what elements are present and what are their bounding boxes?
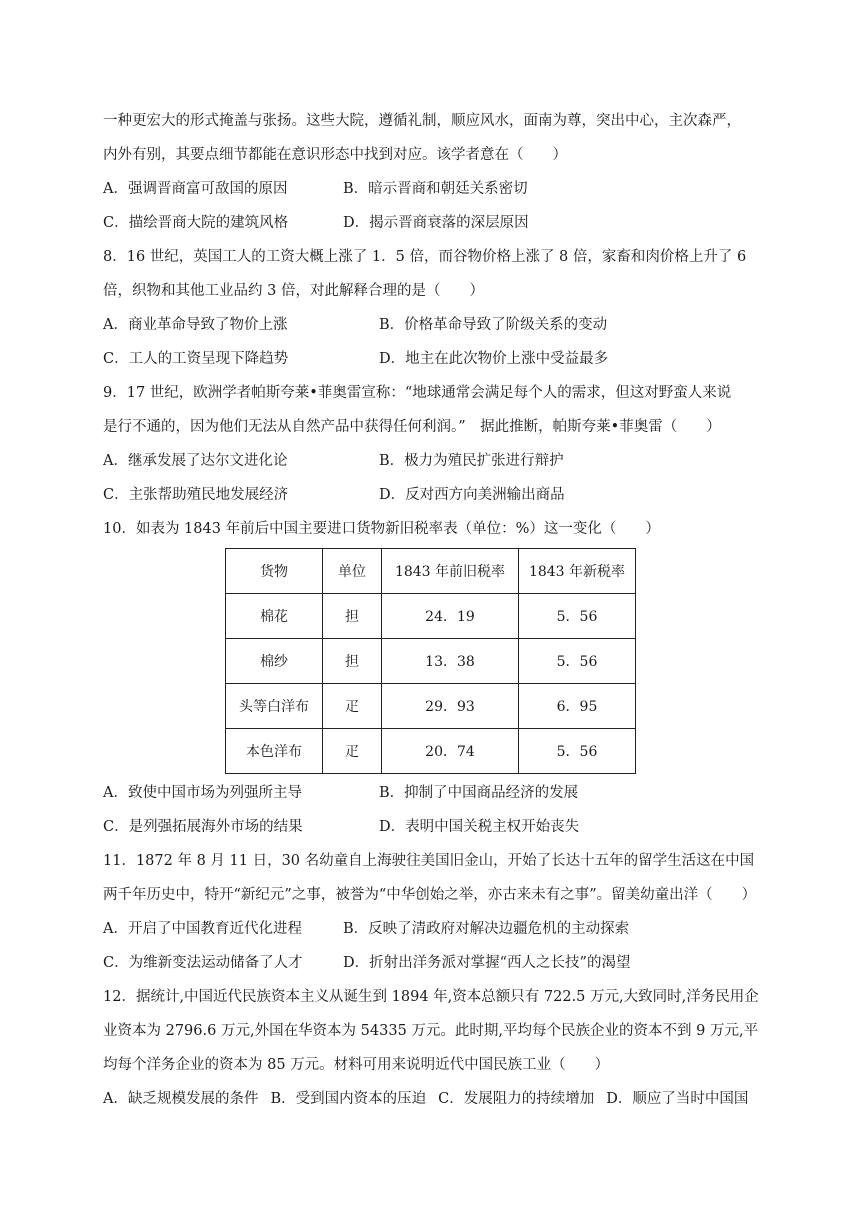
exam-page: [103, 104, 763, 1116]
table-cell: 20．74: [382, 729, 519, 774]
q7-stem-line-2: 内外有别，其要点细节都能在意识形态中找到对应。该学者意在（ ）: [103, 147, 567, 163]
table-cell: 头等白洋布: [226, 684, 323, 729]
table-cell: 疋: [323, 684, 382, 729]
q8-options-row-2: [103, 342, 763, 376]
q7-option-d: D．揭示晋商衰落的深层原因: [343, 215, 529, 231]
q10-options-row-1: [103, 776, 763, 810]
table-cell: 担: [323, 594, 382, 639]
tariff-table: [225, 548, 636, 774]
table-cell: 13．38: [382, 639, 519, 684]
q9-option-d: D．反对西方向美洲输出商品: [379, 487, 565, 503]
q7-option-a: A．强调晋商富可敌国的原因: [103, 181, 288, 197]
q10-option-d: D．表明中国关税主权开始丧失: [379, 819, 580, 835]
q7-options-row-1: [103, 172, 763, 206]
table-header-cell: 1843 年前旧税率: [382, 549, 519, 594]
table-cell: 棉纱: [226, 639, 323, 684]
table-cell: 6．95: [519, 684, 636, 729]
q10-options-row-2: [103, 810, 763, 844]
q8-stem-line-1: 8．16 世纪，英国工人的工资大概上涨了 1．5 倍，而谷物价格上涨了 8 倍，家畜和肉价格上升了 6: [103, 249, 747, 265]
q8-option-b: B．价格革命导致了阶级关系的变动: [379, 317, 608, 333]
q12-option-d: D．顺应了当时中国国: [606, 1091, 749, 1107]
table-cell: 24．19: [382, 594, 519, 639]
q12-stem-line-1: 12．据统计,中国近代民族资本主义从诞生到 1894 年,资本总额只有 722.5 万元,大致同时,洋务民用企: [103, 989, 759, 1005]
table-cell: 5．56: [519, 594, 636, 639]
q11-option-a: A．开启了中国教育近代化进程: [103, 921, 302, 937]
q12-stem-line-3: 均每个洋务企业的资本为 85 万元。材料可用来说明近代中国民族工业（ ）: [103, 1057, 610, 1073]
table-cell: 本色洋布: [226, 729, 323, 774]
q10-option-a: A．致使中国市场为列强所主导: [103, 785, 302, 801]
table-row: [226, 684, 636, 729]
q12-option-a: A．缺乏规模发展的条件: [103, 1091, 259, 1107]
q8-option-a: A．商业革命导致了物价上涨: [103, 317, 288, 333]
q12-stem-line-2: 业资本为 2796.6 万元,外国在华资本为 54335 万元。此时期,平均每个民族企业的资本不到 9 万元,平: [103, 1023, 759, 1039]
q9-option-c: C．主张帮助殖民地发展经济: [103, 487, 289, 503]
table-cell: 棉花: [226, 594, 323, 639]
q7-option-b: B．暗示晋商和朝廷关系密切: [343, 181, 528, 197]
q11-stem-line-1: 11．1872 年 8 月 11 日，30 名幼童自上海驶往美国旧金山，开始了长达十五年的留学生活这在中国: [103, 853, 755, 869]
q7-option-c: C．描绘晋商大院的建筑风格: [103, 215, 289, 231]
q8-stem-line-2: 倍，织物和其他工业品约 3 倍，对此解释合理的是（ ）: [103, 283, 484, 299]
q11-stem-line-2: 两千年历史中，特开“新纪元”之事，被誉为“中华创始之举，亦古来未有之事”。留美幼童出洋（ ）: [103, 887, 757, 903]
q7-options-row-2: [103, 206, 763, 240]
q10-option-b: B．抑制了中国商品经济的发展: [379, 785, 579, 801]
q9-stem-line-2: 是行不通的，因为他们无法从自然产品中获得任何利润。” 据此推断，帕斯夸莱•菲奥雷（ ）: [103, 419, 721, 435]
q12-option-c: C．发展阻力的持续增加: [438, 1091, 595, 1107]
q9-options-row-1: [103, 444, 763, 478]
q9-option-a: A．继承发展了达尔文进化论: [103, 453, 288, 469]
table-header-cell: 货物: [226, 549, 323, 594]
table-row: [226, 639, 636, 684]
table-header-cell: 单位: [323, 549, 382, 594]
table-cell: 29．93: [382, 684, 519, 729]
table-cell: 5．56: [519, 729, 636, 774]
q11-option-b: B．反映了清政府对解决边疆危机的主动探索: [343, 921, 630, 937]
q9-stem-line-1: 9．17 世纪，欧洲学者帕斯夸莱•菲奥雷宣称：“地球通常会满足每个人的需求，但这对野蛮人来说: [103, 385, 732, 401]
table-cell: 5．56: [519, 639, 636, 684]
table-row: [226, 729, 636, 774]
q11-option-d: D．折射出洋务派对掌握“西人之长技”的渴望: [343, 955, 631, 971]
q12-option-b: B．受到国内资本的压迫: [270, 1091, 427, 1107]
table-cell: 疋: [323, 729, 382, 774]
q10-option-c: C．是列强拓展海外市场的结果: [103, 819, 303, 835]
q8-option-d: D．地主在此次物价上涨中受益最多: [379, 351, 609, 367]
q10-stem-line-1: 10．如表为 1843 年前后中国主要进口货物新旧税率表（单位：%）这一变化（ ）: [103, 521, 660, 537]
table-row: [226, 594, 636, 639]
table-header-cell: 1843 年新税率: [519, 549, 636, 594]
q9-options-row-2: [103, 478, 763, 512]
q9-option-b: B．极力为殖民扩张进行辩护: [379, 453, 564, 469]
q11-options-row-2: [103, 946, 763, 980]
q7-stem-line-1: 一种更宏大的形式掩盖与张扬。这些大院，遵循礼制，顺应风水，面南为尊，突出中心，主次森严，: [103, 113, 741, 129]
q8-options-row-1: [103, 308, 763, 342]
table-cell: 担: [323, 639, 382, 684]
q12-options-row: [103, 1082, 763, 1116]
q8-option-c: C．工人的工资呈现下降趋势: [103, 351, 289, 367]
q11-options-row-1: [103, 912, 763, 946]
q11-option-c: C．为维新变法运动储备了人才: [103, 955, 303, 971]
table-header-row: [226, 549, 636, 594]
